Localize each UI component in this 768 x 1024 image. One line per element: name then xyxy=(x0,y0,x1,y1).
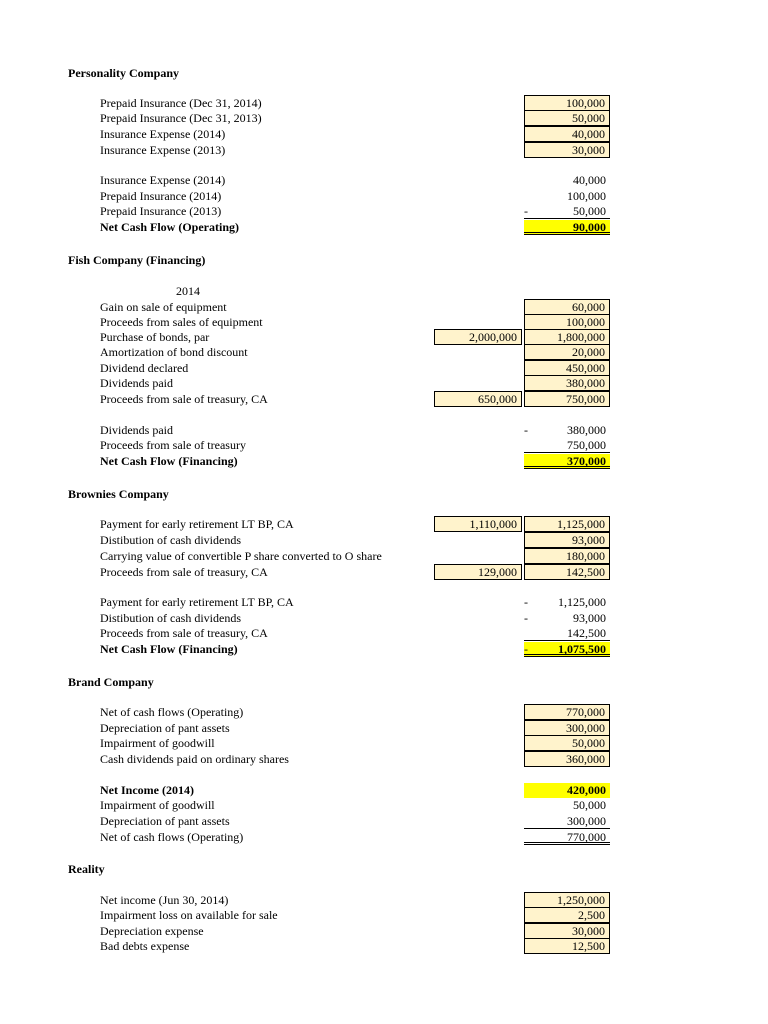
row-label: Proceeds from sale of treasury, CA xyxy=(100,626,268,640)
total-value: 770,000 xyxy=(524,830,610,845)
total-label: Net of cash flows (Operating) xyxy=(100,830,244,844)
row-label: Prepaid Insurance (2013) xyxy=(100,204,222,218)
row-value: 770,000 xyxy=(524,704,610,720)
row-value: 180,000 xyxy=(524,548,610,564)
total-value: 90,000 xyxy=(524,220,610,235)
row-value: 93,000 xyxy=(573,611,606,625)
row-value: 30,000 xyxy=(524,923,610,939)
row-value: 1,800,000 xyxy=(524,329,610,345)
row-label: Impairment loss on available for sale xyxy=(100,908,278,922)
row-value: 360,000 xyxy=(524,751,610,767)
row-value: 1,250,000 xyxy=(524,892,610,908)
row-label: Depreciation of pant assets xyxy=(100,721,230,735)
row-label: Payment for early retirement LT BP, CA xyxy=(100,595,294,609)
row-value: 1,125,000 xyxy=(524,516,610,532)
row-value: 50,000 xyxy=(573,798,606,812)
total-label: Net Cash Flow (Operating) xyxy=(100,220,239,234)
minus-sign: - xyxy=(524,204,528,218)
row-label: Dividend declared xyxy=(100,361,189,375)
row-value: 142,500 xyxy=(524,564,610,580)
row-value: 50,000 xyxy=(524,110,610,126)
row-label: Proceeds from sales of equipment xyxy=(100,315,263,329)
row-label: Prepaid Insurance (Dec 31, 2014) xyxy=(100,96,262,110)
row-label: Proceeds from sale of treasury, CA xyxy=(100,392,268,406)
row-label: Depreciation of pant assets xyxy=(100,814,230,828)
row-value: 750,000 xyxy=(524,391,610,407)
minus-sign: - xyxy=(524,595,528,609)
row-value: 93,000 xyxy=(524,532,610,548)
row-value: 100,000 xyxy=(524,95,610,111)
row-label: Gain on sale of equipment xyxy=(100,300,227,314)
row-value: 300,000 xyxy=(524,720,610,736)
total-label: Net Cash Flow (Financing) xyxy=(100,454,238,468)
row-label: Depreciation expense xyxy=(100,924,204,938)
row-label: Purchase of bonds, par xyxy=(100,330,210,344)
row-label: Distibution of cash dividends xyxy=(100,533,241,547)
row-value: 380,000 xyxy=(524,375,610,391)
row-value: 300,000 xyxy=(524,814,610,829)
row-value: 50,000 xyxy=(524,204,610,219)
row-value: 12,500 xyxy=(524,938,610,954)
section-title-personality: Personality Company xyxy=(68,66,179,80)
row-label: Proceeds from sale of treasury xyxy=(100,438,246,452)
row-label: Cash dividends paid on ordinary shares xyxy=(100,752,289,766)
row-label: Bad debts expense xyxy=(100,939,190,953)
minus-sign: - xyxy=(524,423,528,437)
row-label: Insurance Expense (2014) xyxy=(100,173,226,187)
total-value: 370,000 xyxy=(524,454,610,469)
row-value: 40,000 xyxy=(524,126,610,142)
row-value: 60,000 xyxy=(524,299,610,315)
minus-sign: - xyxy=(524,642,528,656)
row-value: 142,500 xyxy=(524,626,610,641)
row-label: Payment for early retirement LT BP, CA xyxy=(100,517,294,531)
row-value: 50,000 xyxy=(524,735,610,751)
total-label: Net Cash Flow (Financing) xyxy=(100,642,238,656)
net-income-label: Net Income (2014) xyxy=(100,783,194,797)
row-extra-value: 129,000 xyxy=(434,564,522,580)
row-value: 450,000 xyxy=(524,360,610,376)
row-label: Insurance Expense (2014) xyxy=(100,127,226,141)
row-value: 100,000 xyxy=(567,189,606,203)
row-label: Prepaid Insurance (2014) xyxy=(100,189,222,203)
row-value: 380,000 xyxy=(567,423,606,437)
row-label: Impairment of goodwill xyxy=(100,798,215,812)
section-title-brownies: Brownies Company xyxy=(68,487,169,501)
row-value: 750,000 xyxy=(524,438,610,453)
section-title-brand: Brand Company xyxy=(68,675,154,689)
row-label: Impairment of goodwill xyxy=(100,736,215,750)
row-value: 2,500 xyxy=(524,907,610,923)
row-value: 40,000 xyxy=(573,173,606,187)
row-value: 30,000 xyxy=(524,142,610,158)
row-extra-value: 650,000 xyxy=(434,391,522,407)
row-value: 20,000 xyxy=(524,344,610,360)
row-value: 100,000 xyxy=(524,314,610,330)
row-label: Proceeds from sale of treasury, CA xyxy=(100,565,268,579)
row-label: Carrying value of convertible P share converted to O share xyxy=(100,549,382,563)
row-label: Distibution of cash dividends xyxy=(100,611,241,625)
section-title-fish: Fish Company (Financing) xyxy=(68,253,206,267)
row-extra-value: 2,000,000 xyxy=(434,329,522,345)
row-label: Insurance Expense (2013) xyxy=(100,143,226,157)
minus-sign: - xyxy=(524,611,528,625)
row-extra-value: 1,110,000 xyxy=(434,516,522,532)
row-label: Dividends paid xyxy=(100,423,173,437)
row-label: Net income (Jun 30, 2014) xyxy=(100,893,229,907)
row-label: Amortization of bond discount xyxy=(100,345,248,359)
net-income-value: 420,000 xyxy=(524,783,610,798)
row-value: 1,125,000 xyxy=(558,595,606,609)
year-label: 2014 xyxy=(176,284,200,298)
row-label: Net of cash flows (Operating) xyxy=(100,705,244,719)
total-value: 1,075,500 xyxy=(524,642,610,657)
section-title-reality: Reality xyxy=(68,862,105,876)
row-label: Prepaid Insurance (Dec 31, 2013) xyxy=(100,111,262,125)
row-label: Dividends paid xyxy=(100,376,173,390)
